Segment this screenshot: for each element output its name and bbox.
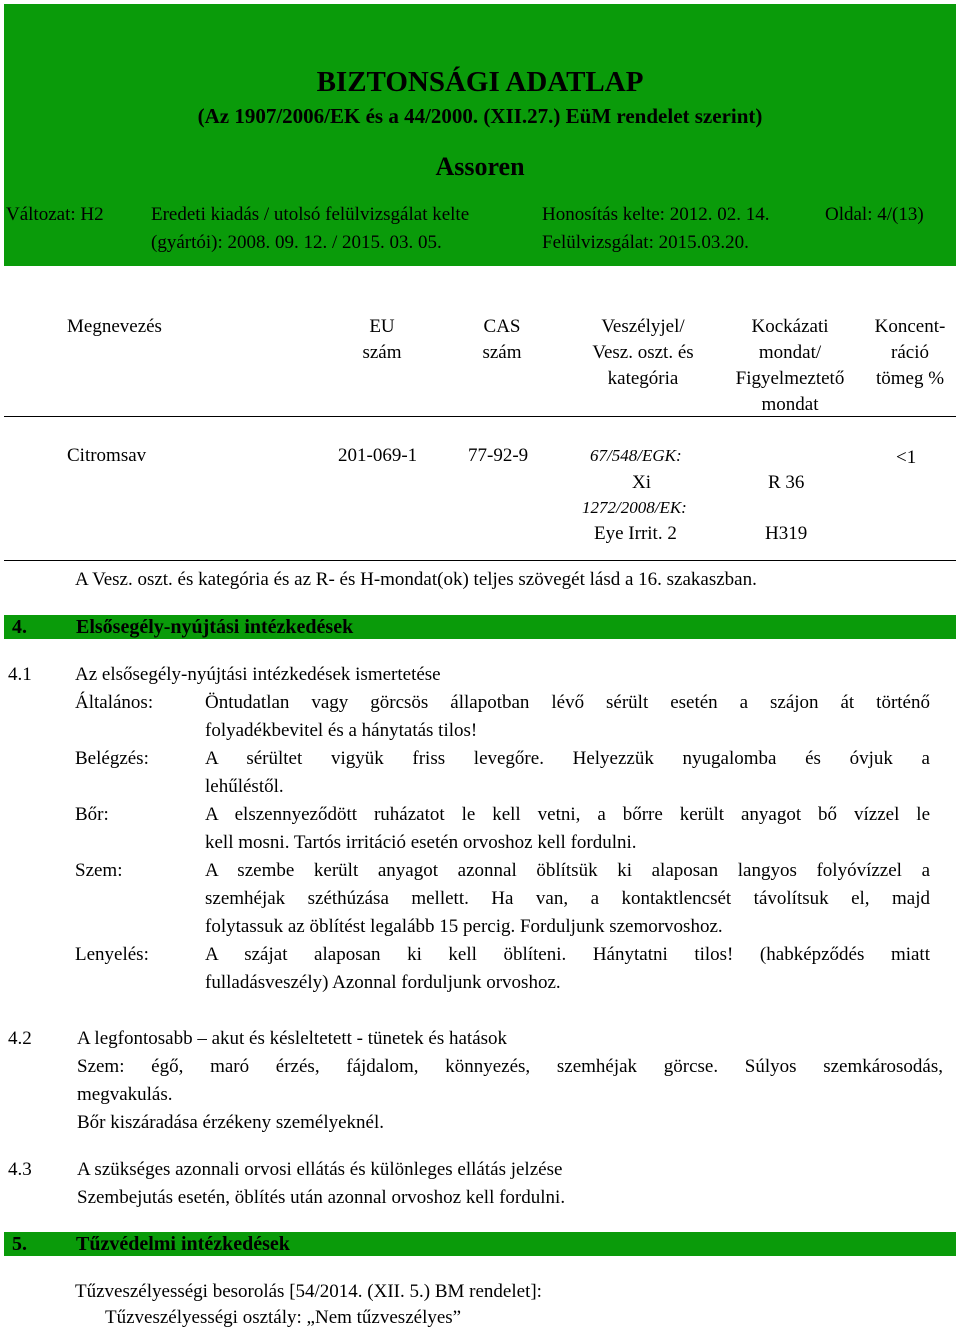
symptoms-text: Szem: égő, maró érzés, fájdalom, könnyezés, szemhéjak görcse. Súlyos szemkárosodás,: [77, 1056, 943, 1077]
skin-label: Bőr:: [75, 804, 109, 825]
col-header-cas: CAS szám: [482, 316, 522, 363]
regulation-label: 1272/2008/EK:: [582, 498, 687, 517]
col-header-eu: EU szám: [362, 316, 402, 363]
col-header-name: Megnevezés: [67, 316, 162, 337]
section-number: 4.: [12, 616, 27, 638]
fire-class-value: Tűzveszélyességi osztály: „Nem tűzveszélyes”: [105, 1307, 462, 1328]
medical-care-text: Szembejutás esetén, öblítés után azonnal orvoshoz kell fordulni.: [77, 1187, 566, 1208]
substance-name: Citromsav: [67, 445, 147, 466]
eye-label: Szem:: [75, 860, 123, 881]
review-date: Felülvizsgálat: 2015.03.20.: [542, 232, 749, 253]
document-title: BIZTONSÁGI ADATLAP: [316, 66, 644, 98]
section-5-heading: [4, 1232, 956, 1256]
section-number: 5.: [12, 1233, 27, 1255]
table-bottom-divider: [4, 560, 956, 561]
inhalation-text: lehűléstől.: [205, 776, 284, 797]
eye-text: folytassuk az öblítést legalább 15 percig. Forduljunk szemorvoshoz.: [205, 916, 723, 937]
ingestion-label: Lenyelés:: [75, 944, 149, 965]
general-label: Általános:: [75, 692, 154, 713]
risk-phrase: R 36: [768, 472, 805, 493]
page-number: Oldal: 4/(13): [825, 204, 924, 225]
issue-date-line1: Eredeti kiadás / utolsó felülvizsgálat kelte: [151, 204, 470, 225]
ingestion-text: A szájat alaposan ki kell öblíteni. Hánytatni tilos! (habképződés miatt: [205, 944, 930, 965]
general-text: folyadékbevitel és a hánytatás tilos!: [205, 720, 478, 741]
table-note: A Vesz. oszt. és kategória és az R- és H-mondat(ok) teljes szövegét lásd a 16. szakaszban.: [75, 569, 757, 590]
version-label: Változat: H2: [6, 204, 104, 225]
symptoms-text: megvakulás.: [77, 1084, 173, 1105]
directive-label: 67/548/EGK:: [590, 446, 682, 465]
subsection-title: A szükséges azonnali orvosi ellátás és különleges ellátás jelzése: [77, 1159, 563, 1180]
col-header-risk: Kockázati mondat/ Figyelmeztető mondat: [735, 316, 845, 415]
eye-text: szemhéjak széthúzása mellett. Ha van, a kontaktlencsét távolítsuk el, majd: [205, 888, 930, 909]
general-text: Öntudatlan vagy görcsös állapotban lévő sérült esetén a szájon át történő: [205, 692, 930, 713]
hazard-symbol: Xi: [632, 472, 651, 493]
subsection-title: Az elsősegély-nyújtási intézkedések ismertetése: [75, 664, 441, 685]
fire-classification-text: Tűzveszélyességi besorolás [54/2014. (XII. 5.) BM rendelet]:: [75, 1281, 542, 1302]
eye-text: A szembe került anyagot azonnal öblítsük ki alaposan langyos folyóvízzel a: [205, 860, 930, 881]
ingestion-text: fulladásveszély) Azonnal forduljunk orvoshoz.: [205, 972, 561, 993]
eu-number: 201-069-1: [338, 445, 418, 466]
cas-number: 77-92-9: [468, 445, 529, 466]
section-title: Tűzvédelmi intézkedések: [76, 1233, 290, 1255]
subsection-number: 4.2: [8, 1028, 32, 1049]
regulation-subtitle: (Az 1907/2006/EK és a 44/2000. (XII.27.) EüM rendelet szerint): [197, 104, 763, 128]
table-header-divider: [4, 416, 956, 417]
document-header: [4, 4, 956, 266]
hazard-category: Eye Irrit. 2: [594, 523, 677, 544]
col-header-concentration: Koncent- ráció tömeg %: [874, 316, 946, 389]
skin-text: kell mosni. Tartós irritáció esetén orvoshoz kell fordulni.: [205, 832, 637, 853]
inhalation-text: A sérültet vigyük friss levegőre. Helyezzük nyugalomba és óvjuk a: [205, 748, 930, 769]
inhalation-label: Belégzés:: [75, 748, 149, 769]
product-name: Assoren: [435, 152, 525, 181]
subsection-number: 4.1: [8, 664, 32, 685]
concentration-value: <1: [896, 447, 917, 468]
hazard-statement: H319: [765, 523, 808, 544]
issue-date-line2: (gyártói): 2008. 09. 12. / 2015. 03. 05.: [151, 232, 442, 253]
skin-text: A elszennyeződött ruházatot le kell vetni, a bőrre került anyagot bő vízzel le: [205, 804, 930, 825]
subsection-title: A legfontosabb – akut és késleltetett - tünetek és hatások: [77, 1028, 508, 1049]
section-title: Elsősegély-nyújtási intézkedések: [76, 616, 354, 638]
localisation-date: Honosítás kelte: 2012. 02. 14.: [542, 204, 770, 225]
symptoms-text: Bőr kiszáradása érzékeny személyeknél.: [77, 1112, 385, 1133]
col-header-hazard: Veszélyjel/ Vesz. oszt. és kategória: [592, 316, 694, 389]
subsection-number: 4.3: [8, 1159, 32, 1180]
section-4-heading: [4, 615, 956, 639]
